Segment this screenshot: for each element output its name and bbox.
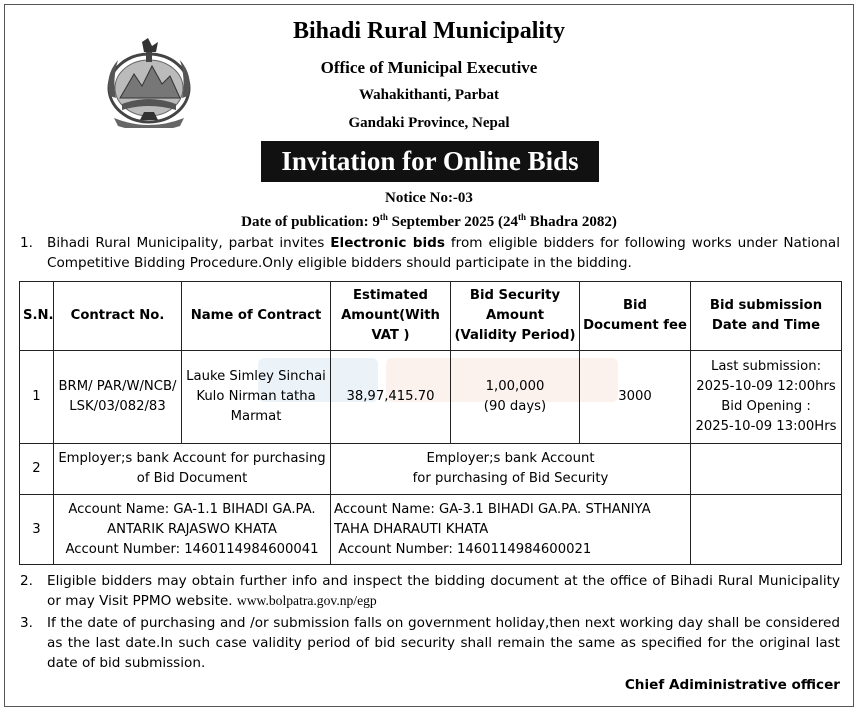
title-banner: Invitation for Online Bids (261, 141, 599, 182)
cell-document-fee: 3000 (580, 351, 691, 444)
cell-empty (691, 495, 842, 565)
cell-sn: 1 (20, 351, 54, 444)
signoff: Chief Adiministrative officer (624, 677, 840, 693)
ppmo-link[interactable]: www.bolpatra.gov.np/egp (236, 593, 377, 608)
col-header-name: Name of Contract (182, 282, 331, 351)
table-row (20, 444, 842, 495)
cell-contract-name: Lauke Simley Sinchai Kulo Nirman tatha Marmat (182, 351, 331, 444)
col-header-contract-no: Contract No. (54, 282, 182, 351)
cell-security-account: Account Name: GA-3.1 BIHADI GA.PA. STHANIYA TAHA DHARAUTI KHATA Account Number: 1460114984600021 (331, 495, 691, 565)
office-name: Office of Municipal Executive (320, 58, 538, 77)
paragraph-3: 3. If the date of purchasing and /or submission falls on government holiday,then next working day shall be considered as the last date.In such case validity period of bid security shall remain the same as specified for the original last date of bid submission. (20, 615, 840, 671)
cell-security-account-label: Employer;s bank Account for purchasing of Bid Security (331, 444, 691, 495)
cell-sn: 2 (20, 444, 54, 495)
cell-document-account-label: Employer;s bank Account for purchasing of Bid Document (54, 444, 331, 495)
cell-document-account: Account Name: GA-1.1 BIHADI GA.PA. ANTARIK RAJASWO KHATA Account Number: 1460114984600041 (54, 495, 331, 565)
col-header-estimated: Estimated Amount(With VAT ) (331, 282, 451, 351)
bids-table (19, 281, 842, 565)
cell-empty (691, 444, 842, 495)
publication-date: Date of publication: 9th September 2025 (24th Bhadra 2082) (241, 212, 617, 230)
paragraph-number: 1. (20, 235, 33, 251)
cell-submission: Last submission: 2025-10-09 12:00hrs Bid Opening : 2025-10-09 13:00Hrs (691, 351, 842, 444)
col-header-security: Bid Security Amount (Validity Period) (451, 282, 580, 351)
table-row (20, 495, 842, 565)
col-header-submission: Bid submission Date and Time (691, 282, 842, 351)
cell-contract-no: BRM/ PAR/W/NCB/ LSK/03/082/83 (54, 351, 182, 444)
province-name: Gandaki Province, Nepal (348, 115, 510, 131)
cell-bid-security: 1,00,000 (90 days) (451, 351, 580, 444)
col-header-sn: S.N. (20, 282, 54, 351)
table-header-row (20, 282, 842, 351)
paragraph-2: 2. Eligible bidders may obtain further info and inspect the bidding document at the office of Bihadi Rural Municipality or may Visit PPMO website. www.bolpatra.gov.np/egp (20, 573, 840, 609)
notice-number: Notice No:-03 (385, 190, 473, 206)
paragraph-1: 1. Bihadi Rural Municipality, parbat invites Electronic bids from eligible bidders for following works under National Competitive Bidding Procedure.Only eligible bidders should participate in the bidding. (20, 235, 841, 271)
table-row (20, 351, 842, 444)
paragraph-number: 3. (20, 615, 33, 631)
cell-estimated-amount: 38,97,415.70 (331, 351, 451, 444)
paragraph-number: 2. (20, 573, 33, 589)
municipality-name: Bihadi Rural Municipality (292, 18, 566, 44)
office-location: Wahakithanti, Parbat (358, 87, 500, 103)
cell-sn: 3 (20, 495, 54, 565)
col-header-fee: Bid Document fee (580, 282, 691, 351)
